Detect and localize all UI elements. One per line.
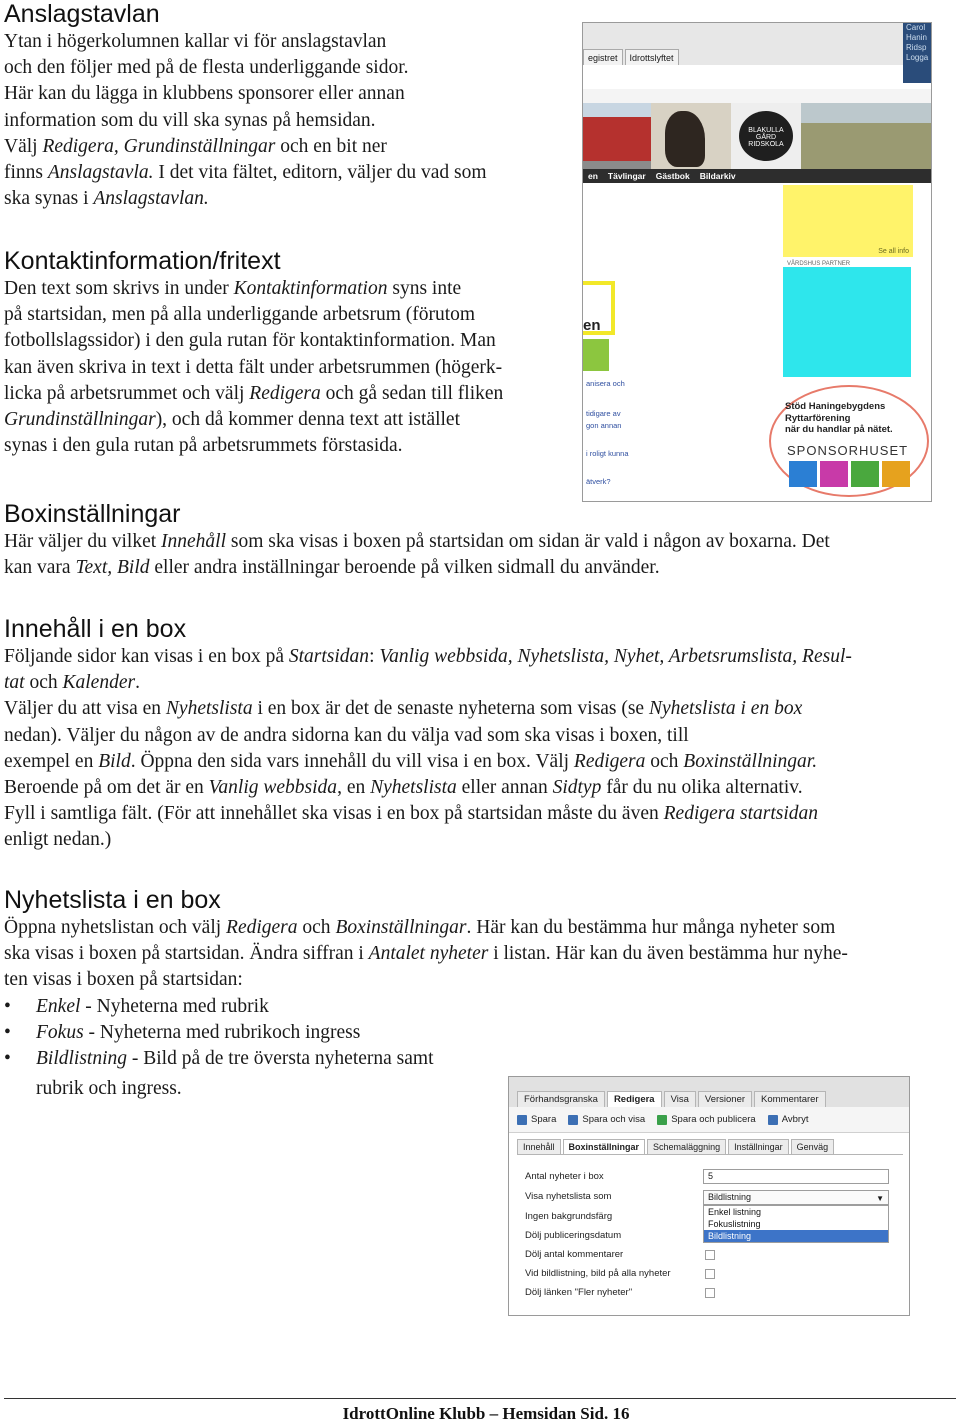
display-mode-dropdown (703, 1205, 889, 1243)
field-label: Dölj antal kommentarer (525, 1249, 624, 1260)
text-line: på startsidan, men på alla underliggande arbetsrum (förutom (4, 304, 476, 326)
tab-registret[interactable]: egistret (583, 49, 623, 65)
field-label: Dölj länken "Fler nyheter" (525, 1287, 633, 1298)
text-line: fotbollslagssidor) i den gula rutan för kontaktinformation. Man (4, 330, 496, 352)
text-line: Öppna nyhetslistan och välj Redigera och Boxinställningar. Här kan du bestämma hur många nyheter som (4, 917, 836, 938)
admin-tabs (583, 49, 681, 65)
option-enkel[interactable]: Enkel listning (708, 1207, 762, 1217)
display-mode-select[interactable]: Bildlistning ▼ (703, 1190, 889, 1205)
heading-nyhetslista: Nyhetslista i en box (4, 886, 221, 914)
nav-item[interactable]: en (588, 171, 598, 181)
field-image (801, 103, 932, 169)
nav-item-gastbok[interactable]: Gästbok (655, 171, 690, 181)
screenshot-box-settings (508, 1076, 910, 1316)
text-line: Ytan i högerkolumnen kallar vi för anslagstavlan (4, 31, 387, 52)
divider (517, 1154, 903, 1155)
icon-strip (583, 89, 932, 103)
sponsorhuset-logo[interactable]: SPONSORHUSET (787, 443, 909, 458)
text-nyhetslista (4, 915, 956, 994)
sport-icons (789, 461, 913, 487)
text-line: synas i den gula rutan på arbetsrummets förstasida. (4, 435, 403, 457)
text-line: Fyll i samtliga fält. (För att innehållet ska visas i en box på startsidan måste du även Redigera startsidan (4, 803, 818, 825)
option-bildlistning[interactable]: Bildlistning (704, 1230, 888, 1242)
section-anslagstavlan (4, 0, 487, 212)
text-anslagstavlan (4, 29, 487, 212)
save-and-publish-button[interactable]: Spara och publicera (657, 1114, 756, 1125)
section-nyhetslista (4, 886, 956, 1102)
profile-line: Ridsp (906, 43, 927, 52)
field-label: Vid bildlistning, bild på alla nyheter (525, 1268, 671, 1279)
news-count-input[interactable]: 5 (703, 1169, 889, 1184)
green-block (583, 339, 609, 371)
editor-tabs (509, 1077, 910, 1107)
heading-innehall: Innehåll i en box (4, 615, 187, 643)
text-line: Väljer du att visa en Nyhetslista i en box är det de senaste nyheterna som visas (se Nyhetslista i en box (4, 698, 803, 720)
cancel-button[interactable]: Avbryt (768, 1114, 809, 1125)
subtab-schemalaggning[interactable]: Schemaläggning (647, 1139, 726, 1155)
sport-icon (851, 461, 879, 487)
cancel-icon (768, 1115, 778, 1125)
heading-boxinstallningar: Boxinställningar (4, 500, 181, 528)
option-fokus[interactable]: Fokuslistning (708, 1219, 761, 1229)
tab-idrottslyftet[interactable]: Idrottslyftet (625, 49, 679, 65)
sponsor-text: Stöd Haningebygdens Ryttarförening när du handlar på nätet. (785, 401, 893, 435)
editor-toolbar (509, 1107, 910, 1133)
field-label: Dölj publiceringsdatum (525, 1230, 622, 1241)
subtab-boxinstallningar[interactable]: Boxinställningar (563, 1139, 646, 1155)
save-icon (568, 1115, 578, 1125)
list-item-continuation: rubrik och ingress. (36, 1078, 182, 1100)
content-link[interactable]: i roligt kunna (586, 449, 629, 458)
contact-info-box (783, 185, 913, 257)
tab-visa[interactable]: Visa (664, 1091, 696, 1107)
screenshot-website (582, 22, 932, 502)
text-line: tat och Kalender. (4, 672, 140, 694)
text-boxinstallningar (4, 529, 956, 581)
text-line: ten visas i boxen på startsidan: (4, 969, 243, 991)
text-line: ska visas i boxen på startsidan. Ändra siffran i Antalet nyheter i listan. Här kan du även bestämma hur nyhe- (4, 943, 848, 965)
text-line: nedan). Väljer du någon av de andra sidorna kan du välja vad som ska visas i boxen, till (4, 724, 689, 746)
checkbox-hide-more-link[interactable] (705, 1288, 715, 1298)
subtab-genvag[interactable]: Genväg (791, 1139, 835, 1155)
text-line: kan vara Text, Bild eller andra inställningar beroende på vilken sidmall du använder. (4, 557, 660, 579)
tab-redigera[interactable]: Redigera (607, 1091, 662, 1107)
profile-line: Carol (906, 23, 926, 32)
settings-subtabs (517, 1139, 836, 1155)
publish-icon (657, 1115, 667, 1125)
save-and-view-button[interactable]: Spara och visa (568, 1114, 645, 1125)
footer-text: IdrottOnline Klubb – Hemsidan Sid. 16 (342, 1404, 630, 1423)
profile-logout-link[interactable]: Logga (906, 53, 929, 62)
save-button[interactable]: Spara (517, 1114, 556, 1125)
page-footer (0, 1398, 960, 1425)
content-link[interactable]: tidigare av (586, 409, 621, 418)
checkbox-hide-comments[interactable] (705, 1250, 715, 1260)
text-line: och den följer med på de flesta underliggande sidor. (4, 57, 409, 79)
tab-forhandsgranska[interactable]: Förhandsgranska (517, 1091, 605, 1107)
content-link[interactable]: gon annan (586, 421, 622, 430)
text-innehall (4, 644, 956, 854)
heading-kontaktinformation: Kontaktinformation/fritext (4, 247, 281, 275)
nav-item-bildarkiv[interactable]: Bildarkiv (699, 171, 736, 181)
text-line: Beroende på om det är en Vanlig webbsida, en Nyhetslista eller annan Sidtyp får du nu olika alternativ. (4, 777, 803, 799)
bulletin-board-box (783, 267, 911, 377)
subtab-installningar[interactable]: Inställningar (728, 1139, 789, 1155)
content-link[interactable]: ätverk? (586, 477, 611, 486)
list-item: • Enkel - Nyheterna med rubrik (4, 994, 956, 1020)
content-link[interactable]: anisera och (586, 379, 625, 388)
save-icon (517, 1115, 527, 1125)
checkbox-image-all[interactable] (705, 1269, 715, 1279)
partner-label: VÅRDSHUS PARTNER (787, 261, 851, 267)
text-line: Här kan du lägga in klubbens sponsorer eller annan (4, 83, 405, 105)
list-item: • Bildlistning - Bild på de tre översta nyheterna samt (4, 1046, 956, 1072)
text-line: Följande sidor kan visas i en box på Startsidan: Vanlig webbsida, Nyhetslista, Nyhet, Arbetsrumslista, Resul- (4, 646, 852, 667)
field-label: Ingen bakgrundsfärg (525, 1211, 613, 1222)
content-heading: en (583, 317, 601, 334)
text-line: kan även skriva in text i detta fält under arbetsrummen (högerk- (4, 356, 503, 378)
section-innehall (4, 615, 956, 854)
text-line: licka på arbetsrummet och välj Redigera och gå sedan till fliken (4, 382, 504, 404)
profile-box (903, 23, 932, 83)
section-kontaktinformation (4, 247, 503, 459)
heading-anslagstavlan: Anslagstavlan (4, 0, 160, 28)
text-line: Välj Redigera, Grundinställningar och en bit ner (4, 135, 387, 157)
text-line: Här väljer du vilket Innehåll som ska visas i boxen på startsidan om sidan är vald i någon av boxarna. Det (4, 531, 830, 552)
text-line: finns Anslagstavla. I det vita fältet, editorn, väljer du vad som (4, 162, 487, 184)
barn-image (583, 103, 651, 169)
text-line: information som du vill ska synas på hemsidan. (4, 109, 376, 131)
field-label: Visa nyhetslista som (525, 1191, 612, 1202)
text-line: ska synas i Anslagstavlan. (4, 188, 209, 210)
field-label: Antal nyheter i box (525, 1171, 604, 1182)
sport-icon (820, 461, 848, 487)
section-boxinstallningar (4, 500, 956, 581)
club-logo: BLAKULLA GÅRD RIDSKOLA (731, 103, 801, 169)
hero-banner (583, 103, 932, 169)
tab-versioner[interactable]: Versioner (698, 1091, 752, 1107)
sport-icon (789, 461, 817, 487)
tab-kommentarer[interactable]: Kommentarer (754, 1091, 826, 1107)
text-line: Grundinställningar), och då kommer denna text att istället (4, 409, 461, 431)
chevron-down-icon: ▼ (876, 1194, 884, 1203)
text-line: exempel en Bild. Öppna den sida vars innehåll du vill visa i en box. Välj Redigera och Boxinställningar. (4, 750, 818, 772)
text-kontaktinformation (4, 276, 503, 459)
see-all-link[interactable]: Se all info (878, 248, 909, 255)
list-item: • Fokus - Nyheterna med rubrikoch ingress (4, 1020, 956, 1046)
text-line: enligt nedan.) (4, 829, 112, 851)
subtab-innehall[interactable]: Innehåll (517, 1139, 561, 1155)
site-nav (583, 169, 932, 183)
text-line: Den text som skrivs in under Kontaktinformation syns inte (4, 278, 462, 299)
profile-line: Hanin (906, 33, 927, 42)
sport-icon (882, 461, 910, 487)
nav-item-tavlingar[interactable]: Tävlingar (607, 171, 646, 181)
bullet-list (4, 994, 956, 1073)
footer-rule (4, 1398, 956, 1399)
horse-image (651, 103, 731, 169)
